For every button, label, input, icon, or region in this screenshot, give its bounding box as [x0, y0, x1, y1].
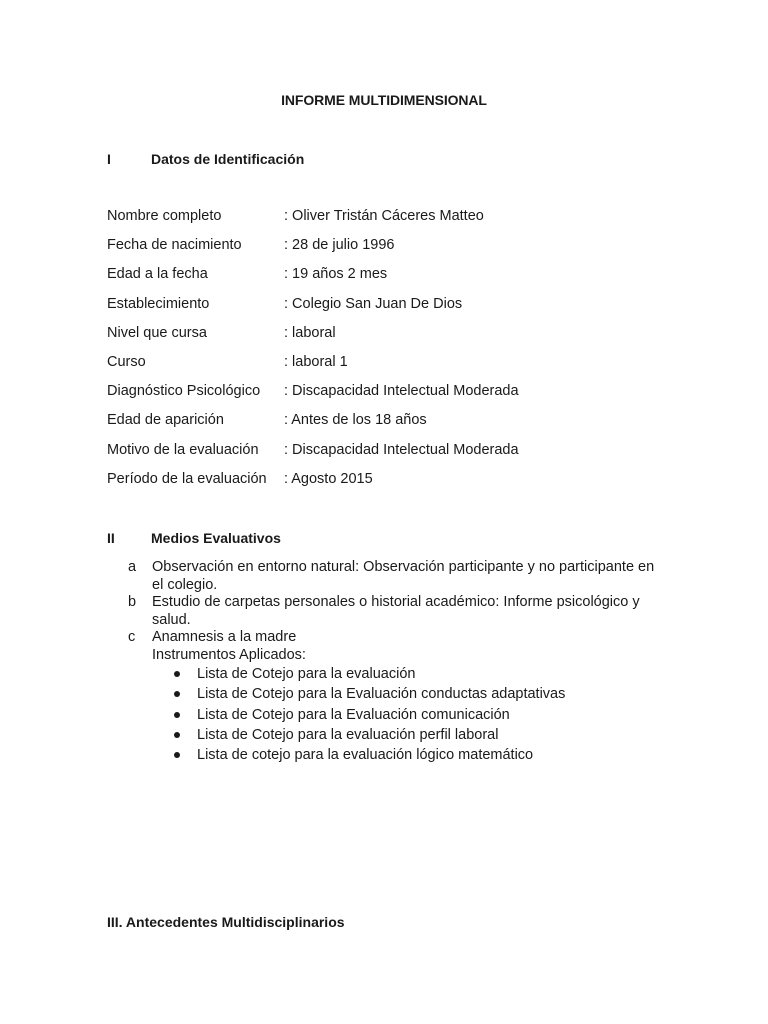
id-row-diagnostico [107, 383, 667, 412]
id-row-establecimiento [107, 296, 667, 325]
item-text: Observación en entorno natural: Observación participante y no participante en el colegio. [152, 559, 655, 593]
item-text: Anamnesis a la madre [152, 629, 297, 645]
list-item [173, 664, 668, 684]
bullet-icon [174, 691, 180, 697]
id-value: : Agosto 2015 [284, 470, 373, 487]
item-text: Estudio de carpetas personales o historial académico: Informe psicológico y salud. [152, 594, 640, 628]
id-value: : laboral 1 [284, 353, 348, 370]
id-label: Establecimiento [107, 295, 210, 312]
id-value: : Discapacidad Intelectual Moderada [284, 383, 519, 400]
id-row-nivel [107, 325, 667, 354]
id-label: Edad a la fecha [107, 266, 208, 283]
bullet-icon [174, 752, 180, 758]
list-item [128, 559, 668, 594]
id-label: Motivo de la evaluación [107, 441, 259, 458]
id-label: Curso [107, 353, 146, 370]
identification-table [107, 208, 667, 500]
item-letter: c [128, 629, 136, 645]
id-label: Edad de aparición [107, 412, 224, 429]
list-item [173, 684, 668, 704]
section-2-number: II [107, 530, 115, 546]
id-value: : Antes de los 18 años [284, 412, 427, 429]
id-value: : Colegio San Juan De Dios [284, 295, 463, 312]
id-label: Diagnóstico Psicológico [107, 383, 261, 400]
instrument-text: Lista de Cotejo para la Evaluación comunicación [197, 706, 510, 723]
bullet-icon [174, 712, 180, 718]
id-row-periodo [107, 471, 667, 500]
instrument-text: Lista de Cotejo para la Evaluación conductas adaptativas [197, 686, 566, 703]
id-row-fecha [107, 237, 667, 266]
section-3-title: III. Antecedentes Multidisciplinarios [107, 914, 345, 930]
list-item [173, 705, 668, 725]
list-item [128, 629, 668, 647]
id-row-motivo [107, 442, 667, 471]
list-item [128, 594, 668, 629]
section-1-number: I [107, 151, 111, 167]
instruments-list [173, 664, 668, 765]
evaluative-means-list [128, 559, 668, 765]
section-1-title: Datos de Identificación [151, 151, 305, 167]
id-value: : laboral [284, 324, 336, 341]
document-title: INFORME MULTIDIMENSIONAL [281, 92, 487, 108]
id-label: Fecha de nacimiento [107, 237, 242, 254]
id-row-curso [107, 354, 667, 383]
id-row-nombre [107, 208, 667, 237]
id-row-aparicion [107, 412, 667, 441]
section-2-title: Medios Evaluativos [151, 530, 281, 546]
section-3-heading [107, 914, 345, 930]
list-item [173, 745, 668, 765]
id-value: : Discapacidad Intelectual Moderada [284, 441, 519, 458]
instrument-text: Lista de Cotejo para la evaluación [197, 666, 416, 682]
id-label: Nivel que cursa [107, 324, 207, 341]
bullet-icon [174, 671, 180, 677]
id-value: : 19 años 2 mes [284, 266, 388, 283]
instrument-text: Lista de cotejo para la evaluación lógico matemático [197, 747, 534, 764]
instrument-text: Lista de Cotejo para la evaluación perfil laboral [197, 726, 499, 743]
item-letter: a [128, 559, 137, 575]
instruments-heading: Instrumentos Aplicados: [152, 646, 306, 663]
id-label: Período de la evaluación [107, 470, 267, 487]
item-letter: b [128, 594, 137, 610]
id-label: Nombre completo [107, 208, 222, 224]
list-item [173, 725, 668, 745]
id-value: : Oliver Tristán Cáceres Matteo [284, 208, 484, 224]
bullet-icon [174, 732, 180, 738]
id-row-edad [107, 266, 667, 295]
id-value: : 28 de julio 1996 [284, 237, 395, 254]
